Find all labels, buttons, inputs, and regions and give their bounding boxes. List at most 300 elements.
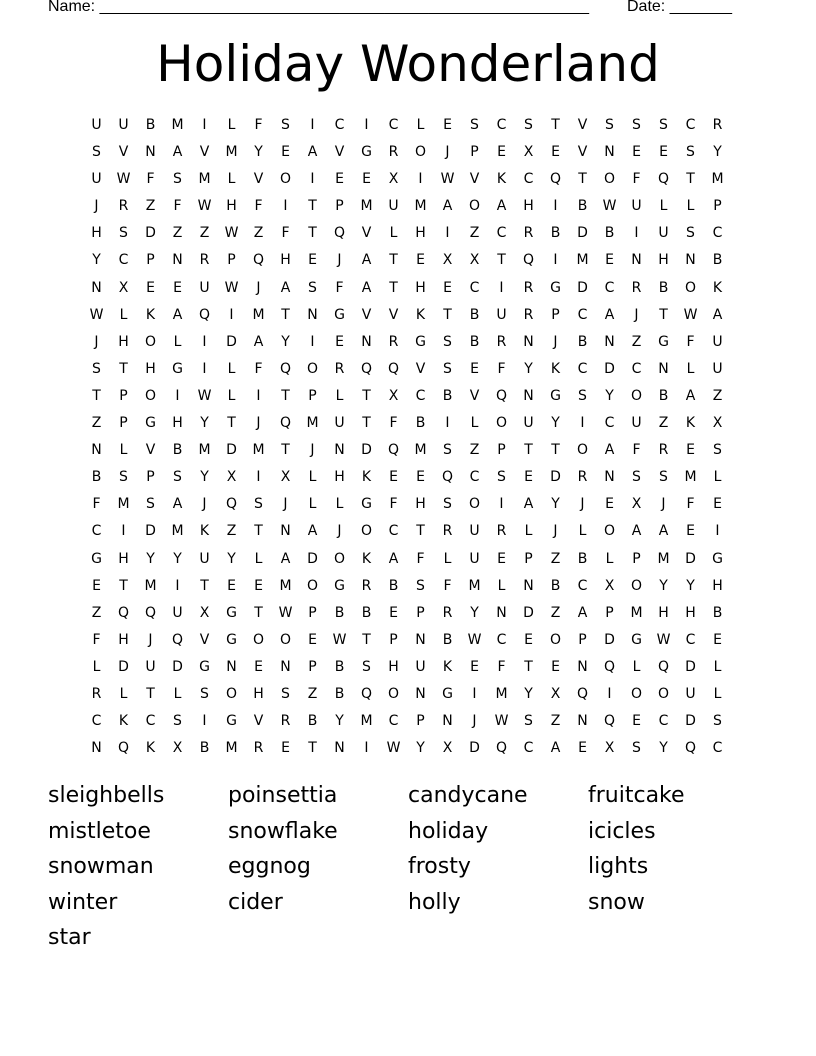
grid-letter[interactable]: S [173,171,182,188]
grid-letter[interactable]: N [172,252,183,269]
grid-letter[interactable]: C [712,225,723,242]
grid-letter[interactable]: E [92,577,101,594]
grid-letter[interactable]: Q [171,631,184,648]
grid-letter[interactable]: O [630,387,643,404]
grid-letter[interactable]: G [361,144,372,161]
grid-letter[interactable]: R [361,577,372,594]
grid-letter[interactable]: H [415,225,426,242]
grid-letter[interactable]: W [197,198,212,215]
grid-letter[interactable]: P [578,631,587,648]
grid-letter[interactable]: P [551,306,560,323]
grid-letter[interactable]: V [577,144,588,161]
grid-letter[interactable]: Y [524,360,533,377]
grid-letter[interactable]: E [389,604,398,621]
grid-letter[interactable]: E [443,279,452,296]
grid-letter[interactable]: C [685,117,696,133]
grid-letter[interactable]: P [713,198,722,215]
grid-letter[interactable]: A [496,198,507,215]
grid-letter[interactable]: H [280,252,291,269]
grid-letter[interactable]: V [388,306,399,323]
grid-letter[interactable]: N [604,469,615,486]
grid-letter[interactable]: Q [522,252,535,269]
grid-letter[interactable]: J [202,496,207,513]
grid-letter[interactable]: X [199,604,210,621]
grid-letter[interactable]: D [685,713,696,730]
grid-letter[interactable]: C [388,523,399,540]
grid-letter[interactable]: E [254,577,263,594]
grid-letter[interactable]: I [580,415,585,432]
grid-letter[interactable]: C [91,523,102,540]
grid-letter[interactable]: C [388,713,399,730]
grid-letter[interactable]: Z [550,604,561,621]
grid-letter[interactable]: P [119,387,128,404]
grid-letter[interactable]: G [226,713,237,730]
grid-letter[interactable]: S [92,144,101,161]
grid-letter[interactable]: N [496,604,507,621]
grid-letter[interactable]: N [442,713,453,730]
grid-letter[interactable]: L [308,496,317,513]
grid-letter[interactable]: N [604,333,615,350]
grid-letter[interactable]: W [683,306,698,323]
grid-letter[interactable]: J [661,496,666,513]
grid-letter[interactable]: T [389,252,398,269]
grid-letter[interactable]: E [308,252,317,269]
grid-letter[interactable]: H [118,631,129,648]
grid-letter[interactable]: P [632,550,641,567]
grid-letter[interactable]: K [199,523,210,540]
grid-letter[interactable]: S [254,496,263,513]
grid-letter[interactable]: C [523,171,534,188]
grid-letter[interactable]: W [656,631,671,648]
grid-letter[interactable]: R [577,469,588,486]
grid-letter[interactable]: F [146,171,155,188]
grid-letter[interactable]: V [253,713,264,730]
grid-letter[interactable]: Z [712,387,723,404]
grid-letter[interactable]: P [335,198,344,215]
grid-letter[interactable]: C [91,713,102,730]
grid-letter[interactable]: T [389,279,398,296]
grid-letter[interactable]: S [443,360,452,377]
grid-letter[interactable]: I [310,117,315,133]
grid-letter[interactable]: T [362,387,371,404]
grid-letter[interactable]: U [415,658,426,675]
grid-letter[interactable]: P [308,658,317,675]
grid-letter[interactable]: H [388,658,399,675]
grid-letter[interactable]: T [551,117,560,133]
grid-letter[interactable]: M [252,306,265,323]
grid-letter[interactable]: C [577,577,588,594]
grid-letter[interactable]: I [175,577,180,594]
grid-letter[interactable]: Q [117,604,130,621]
grid-letter[interactable]: J [256,415,261,432]
grid-letter[interactable]: U [199,279,210,296]
grid-letter[interactable]: U [91,171,102,188]
grid-letter[interactable]: I [364,117,369,133]
grid-letter[interactable]: N [523,333,534,350]
grid-letter[interactable]: G [550,279,561,296]
grid-letter[interactable]: T [497,252,506,269]
grid-letter[interactable]: S [362,658,371,675]
grid-letter[interactable]: M [252,442,265,459]
grid-letter[interactable]: G [658,333,669,350]
grid-letter[interactable]: K [118,713,129,730]
grid-letter[interactable]: M [360,198,373,215]
grid-letter[interactable]: D [577,225,588,242]
grid-letter[interactable]: M [171,523,184,540]
grid-letter[interactable]: V [253,171,264,188]
grid-letter[interactable]: X [604,740,615,757]
grid-letter[interactable]: D [226,442,237,459]
grid-letter[interactable]: L [254,550,263,567]
grid-letter[interactable]: F [497,658,506,675]
grid-letter[interactable]: M [225,740,238,757]
grid-letter[interactable]: Y [92,252,101,269]
grid-letter[interactable]: U [469,523,480,540]
grid-letter[interactable]: W [116,171,131,188]
grid-letter[interactable]: I [202,713,207,730]
grid-letter[interactable]: C [685,631,696,648]
grid-letter[interactable]: Q [603,713,616,730]
grid-letter[interactable]: C [469,469,480,486]
grid-letter[interactable]: D [307,550,318,567]
grid-letter[interactable]: T [308,225,317,242]
grid-letter[interactable]: Q [576,685,589,702]
grid-letter[interactable]: L [389,225,398,242]
grid-letter[interactable]: O [144,333,157,350]
grid-letter[interactable]: Q [360,360,373,377]
grid-letter[interactable]: T [362,415,371,432]
grid-letter[interactable]: I [472,685,477,702]
grid-letter[interactable]: T [416,523,425,540]
grid-letter[interactable]: Q [279,415,292,432]
grid-letter[interactable]: G [361,496,372,513]
grid-letter[interactable]: L [335,387,344,404]
grid-letter[interactable]: I [445,225,450,242]
grid-letter[interactable]: R [280,713,291,730]
grid-letter[interactable]: L [497,577,506,594]
grid-letter[interactable]: C [577,306,588,323]
grid-letter[interactable]: W [224,279,239,296]
grid-letter[interactable]: X [388,171,399,188]
grid-letter[interactable]: O [630,685,643,702]
grid-letter[interactable]: B [712,604,723,621]
grid-letter[interactable]: L [119,306,128,323]
grid-letter[interactable]: S [470,117,479,133]
grid-letter[interactable]: A [172,144,183,161]
grid-letter[interactable]: S [173,469,182,486]
grid-letter[interactable]: N [334,740,345,757]
grid-letter[interactable]: S [92,360,101,377]
grid-letter[interactable]: O [252,631,265,648]
grid-letter[interactable]: Y [524,685,533,702]
grid-letter[interactable]: E [389,469,398,486]
grid-letter[interactable]: Q [333,225,346,242]
grid-letter[interactable]: L [92,658,101,675]
grid-letter[interactable]: S [443,442,452,459]
grid-letter[interactable]: O [630,577,643,594]
grid-letter[interactable]: V [334,144,345,161]
grid-letter[interactable]: D [604,631,615,648]
grid-letter[interactable]: B [604,225,615,242]
grid-letter[interactable]: G [631,631,642,648]
grid-letter[interactable]: A [712,306,723,323]
grid-letter[interactable]: S [659,117,668,133]
grid-letter[interactable]: R [388,144,399,161]
grid-letter[interactable]: U [469,550,480,567]
grid-letter[interactable]: I [283,198,288,215]
grid-letter[interactable]: D [118,658,129,675]
grid-letter[interactable]: I [229,306,234,323]
grid-letter[interactable]: S [632,117,641,133]
grid-letter[interactable]: M [684,469,697,486]
grid-letter[interactable]: S [713,713,722,730]
grid-letter[interactable]: X [523,144,534,161]
grid-letter[interactable]: Y [200,469,209,486]
grid-letter[interactable]: G [334,577,345,594]
grid-letter[interactable]: X [442,252,453,269]
grid-letter[interactable]: T [524,658,533,675]
grid-letter[interactable]: E [713,496,722,513]
grid-letter[interactable]: S [416,577,425,594]
grid-letter[interactable]: F [497,360,506,377]
grid-letter[interactable]: H [172,415,183,432]
grid-letter[interactable]: H [91,225,102,242]
grid-letter[interactable]: A [550,740,561,757]
grid-letter[interactable]: S [497,469,506,486]
grid-letter[interactable]: B [172,442,183,459]
grid-letter[interactable]: Y [659,740,668,757]
grid-letter[interactable]: P [605,604,614,621]
grid-letter[interactable]: I [445,415,450,432]
grid-letter[interactable]: R [496,523,507,540]
grid-letter[interactable]: B [469,306,480,323]
grid-letter[interactable]: Y [416,740,425,757]
grid-letter[interactable]: L [686,198,695,215]
grid-letter[interactable]: N [145,144,156,161]
grid-letter[interactable]: E [362,171,371,188]
grid-letter[interactable]: A [172,496,183,513]
grid-letter[interactable]: R [658,442,669,459]
grid-letter[interactable]: J [634,306,639,323]
grid-letter[interactable]: N [415,631,426,648]
grid-letter[interactable]: B [469,333,480,350]
grid-letter[interactable]: N [361,333,372,350]
grid-letter[interactable]: O [468,496,481,513]
grid-letter[interactable]: X [172,740,183,757]
grid-letter[interactable]: O [387,685,400,702]
grid-letter[interactable]: C [496,117,507,133]
grid-letter[interactable]: F [632,442,641,459]
grid-letter[interactable]: Z [469,442,480,459]
grid-letter[interactable]: W [197,387,212,404]
grid-letter[interactable]: I [310,171,315,188]
grid-letter[interactable]: U [145,658,156,675]
grid-letter[interactable]: M [198,171,211,188]
grid-letter[interactable]: Y [551,415,560,432]
grid-letter[interactable]: J [553,523,558,540]
grid-letter[interactable]: I [553,198,558,215]
grid-letter[interactable]: N [577,713,588,730]
grid-letter[interactable]: Y [551,496,560,513]
grid-letter[interactable]: E [497,144,506,161]
grid-letter[interactable]: P [119,415,128,432]
grid-letter[interactable]: L [443,550,452,567]
grid-letter[interactable]: F [173,198,182,215]
grid-letter[interactable]: Q [684,740,697,757]
grid-letter[interactable]: X [388,387,399,404]
grid-letter[interactable]: G [226,604,237,621]
grid-letter[interactable]: S [200,685,209,702]
grid-letter[interactable]: M [117,496,130,513]
grid-letter[interactable]: V [415,360,426,377]
grid-letter[interactable]: G [226,631,237,648]
grid-letter[interactable]: J [256,279,261,296]
grid-letter[interactable]: M [414,198,427,215]
grid-letter[interactable]: L [335,496,344,513]
grid-letter[interactable]: W [602,198,617,215]
grid-letter[interactable]: O [657,685,670,702]
grid-letter[interactable]: C [496,631,507,648]
grid-letter[interactable]: I [202,360,207,377]
grid-letter[interactable]: Q [360,685,373,702]
grid-letter[interactable]: A [604,442,615,459]
grid-letter[interactable]: K [442,658,453,675]
grid-letter[interactable]: O [495,415,508,432]
grid-letter[interactable]: O [360,523,373,540]
grid-letter[interactable]: Z [91,604,102,621]
grid-letter[interactable]: C [604,279,615,296]
grid-letter[interactable]: S [146,496,155,513]
grid-letter[interactable]: W [467,631,482,648]
grid-letter[interactable]: X [631,496,642,513]
grid-letter[interactable]: F [686,496,695,513]
grid-letter[interactable]: M [225,144,238,161]
grid-letter[interactable]: P [146,469,155,486]
grid-letter[interactable]: C [415,387,426,404]
grid-letter[interactable]: Q [279,360,292,377]
grid-letter[interactable]: Y [281,333,290,350]
grid-letter[interactable]: T [308,740,317,757]
grid-letter[interactable]: B [577,550,588,567]
grid-letter[interactable]: G [712,550,723,567]
grid-letter[interactable]: K [496,171,507,188]
grid-letter[interactable]: Q [495,740,508,757]
grid-letter[interactable]: L [227,360,236,377]
grid-letter[interactable]: A [361,279,372,296]
grid-letter[interactable]: S [686,225,695,242]
grid-letter[interactable]: Q [549,171,562,188]
grid-letter[interactable]: G [442,685,453,702]
grid-letter[interactable]: D [172,658,183,675]
grid-letter[interactable]: A [631,523,642,540]
grid-letter[interactable]: T [443,306,452,323]
grid-letter[interactable]: N [280,658,291,675]
grid-letter[interactable]: B [334,604,345,621]
grid-letter[interactable]: L [659,198,668,215]
grid-letter[interactable]: B [307,713,318,730]
grid-letter[interactable]: M [198,442,211,459]
grid-letter[interactable]: X [604,577,615,594]
grid-letter[interactable]: B [334,658,345,675]
grid-letter[interactable]: Q [441,469,454,486]
grid-letter[interactable]: I [607,685,612,702]
grid-letter[interactable]: A [388,550,399,567]
grid-letter[interactable]: R [388,333,399,350]
grid-letter[interactable]: X [226,469,237,486]
grid-letter[interactable]: I [121,523,126,540]
grid-letter[interactable]: S [173,713,182,730]
grid-letter[interactable]: J [553,333,558,350]
grid-letter[interactable]: W [89,306,104,323]
grid-letter[interactable]: I [418,171,423,188]
grid-letter[interactable]: S [524,713,533,730]
grid-letter[interactable]: J [148,631,153,648]
grid-letter[interactable]: R [523,306,534,323]
grid-letter[interactable]: D [685,550,696,567]
date-field-label[interactable]: Date: _______ [627,0,732,15]
grid-letter[interactable]: C [658,713,669,730]
grid-letter[interactable]: I [499,496,504,513]
grid-letter[interactable]: Q [225,496,238,513]
grid-letter[interactable]: N [280,523,291,540]
grid-letter[interactable]: S [281,117,290,133]
grid-letter[interactable]: U [712,360,723,377]
grid-letter[interactable]: Q [387,442,400,459]
grid-letter[interactable]: E [497,550,506,567]
grid-letter[interactable]: T [119,360,128,377]
grid-letter[interactable]: L [119,442,128,459]
grid-letter[interactable]: K [415,306,426,323]
grid-letter[interactable]: T [686,171,695,188]
grid-letter[interactable]: V [469,387,480,404]
grid-letter[interactable]: G [91,550,102,567]
grid-letter[interactable]: N [577,658,588,675]
grid-letter[interactable]: C [631,360,642,377]
grid-letter[interactable]: P [308,604,317,621]
grid-letter[interactable]: Y [146,550,155,567]
grid-letter[interactable]: K [550,360,561,377]
grid-letter[interactable]: C [469,279,480,296]
grid-letter[interactable]: E [551,658,560,675]
grid-letter[interactable]: S [659,469,668,486]
grid-letter[interactable]: T [146,685,155,702]
grid-letter[interactable]: L [119,685,128,702]
grid-letter[interactable]: Z [550,713,561,730]
grid-letter[interactable]: O [279,631,292,648]
grid-letter[interactable]: U [199,550,210,567]
grid-letter[interactable]: D [145,225,156,242]
grid-letter[interactable]: D [685,658,696,675]
grid-letter[interactable]: E [335,333,344,350]
grid-letter[interactable]: L [308,469,317,486]
grid-letter[interactable]: C [334,117,345,133]
grid-letter[interactable]: L [713,658,722,675]
grid-letter[interactable]: G [334,306,345,323]
grid-letter[interactable]: M [630,604,643,621]
grid-letter[interactable]: B [91,469,102,486]
grid-letter[interactable]: B [658,279,669,296]
grid-letter[interactable]: B [334,685,345,702]
grid-letter[interactable]: R [253,740,264,757]
grid-letter[interactable]: I [202,333,207,350]
grid-letter[interactable]: U [334,415,345,432]
grid-letter[interactable]: L [470,415,479,432]
grid-letter[interactable]: U [712,333,723,350]
grid-letter[interactable]: L [227,387,236,404]
grid-letter[interactable]: H [334,469,345,486]
grid-letter[interactable]: D [604,360,615,377]
grid-letter[interactable]: J [283,496,288,513]
